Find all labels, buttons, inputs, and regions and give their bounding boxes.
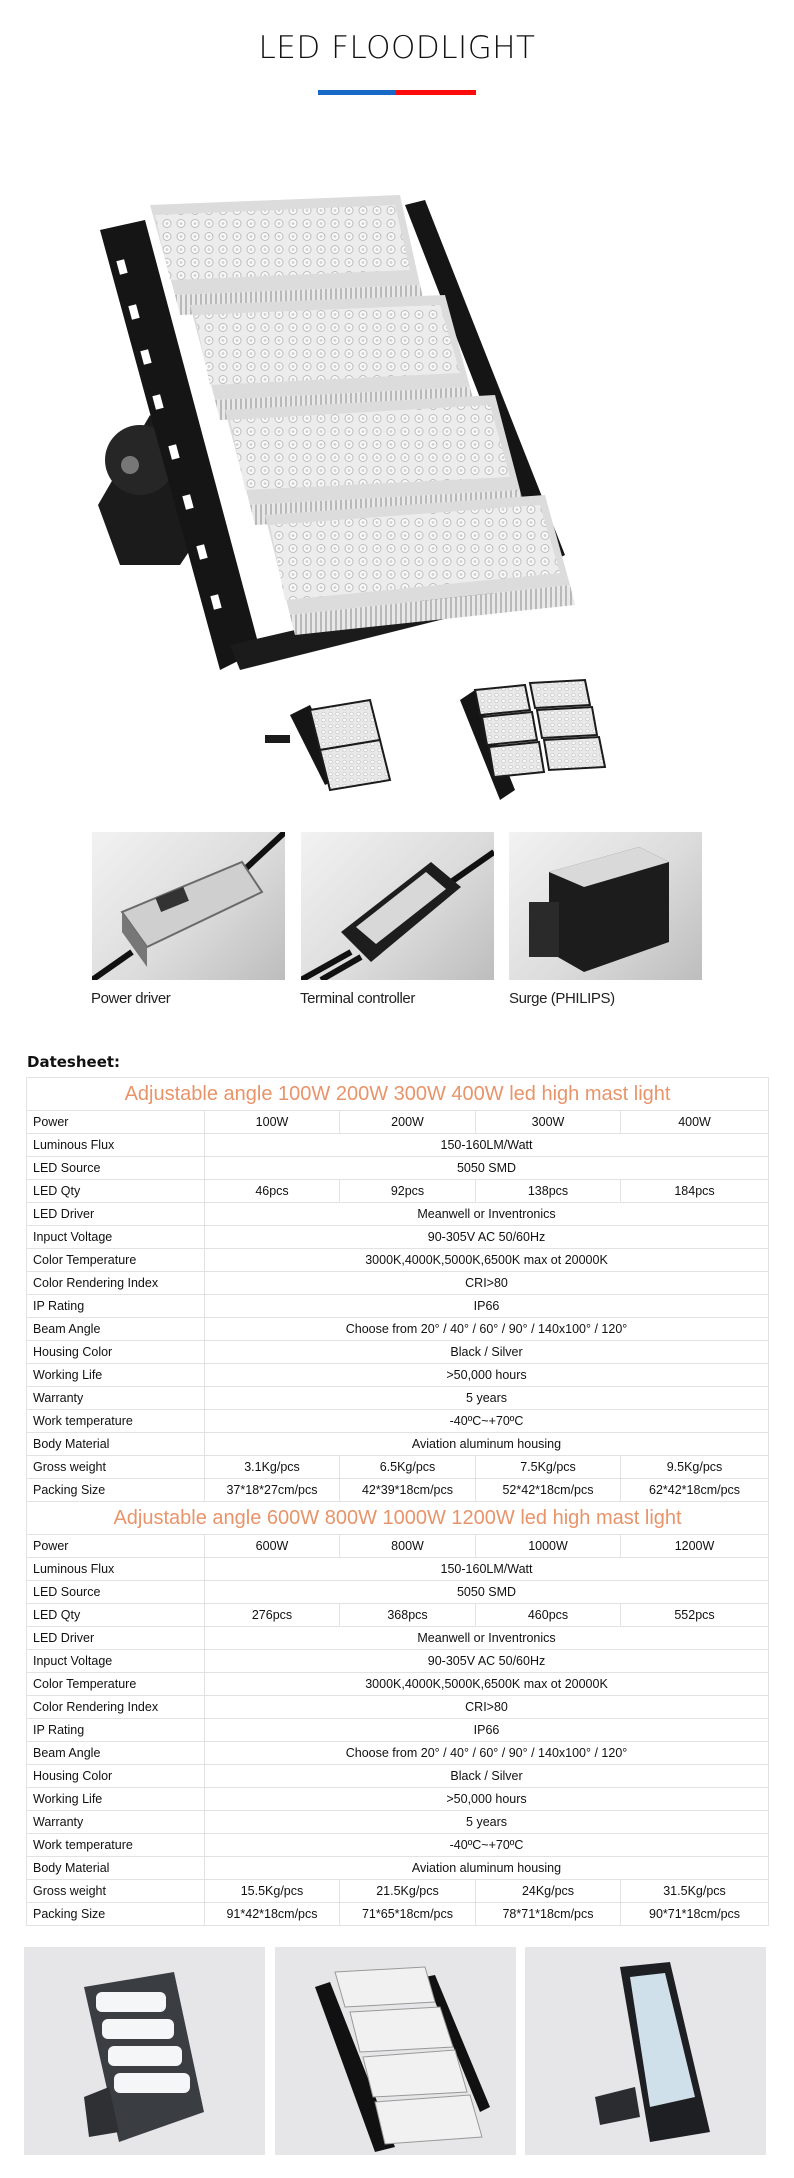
spec-value: -40ºC~+70ºC	[205, 1834, 769, 1857]
table-row	[27, 1180, 769, 1203]
spec-label: Work temperature	[27, 1410, 205, 1433]
floodlight-modular-icon	[275, 1947, 516, 2155]
spec-value: Meanwell or Inventronics	[205, 1203, 769, 1226]
spec-value: 46pcs	[205, 1180, 340, 1203]
spec-label: Gross weight	[27, 1456, 205, 1479]
spec-label: Body Material	[27, 1433, 205, 1456]
spec-value: 150-160LM/Watt	[205, 1134, 769, 1157]
spec-value: 138pcs	[476, 1180, 621, 1203]
spec-label: Inpuct Voltage	[27, 1226, 205, 1249]
table-row	[27, 1479, 769, 1502]
spec-value: 3.1Kg/pcs	[205, 1456, 340, 1479]
spec-table	[26, 1077, 769, 1926]
spec-value: 78*71*18cm/pcs	[476, 1903, 621, 1926]
table-row	[27, 1811, 769, 1834]
table-row	[27, 1788, 769, 1811]
spec-value: 37*18*27cm/pcs	[205, 1479, 340, 1502]
spec-value: 276pcs	[205, 1604, 340, 1627]
power-driver-icon	[92, 832, 285, 980]
spec-value: 184pcs	[621, 1180, 769, 1203]
spec-label: Luminous Flux	[27, 1558, 205, 1581]
table-row	[27, 1111, 769, 1134]
surge-protector-icon	[509, 832, 702, 980]
spec-value: IP66	[205, 1719, 769, 1742]
table-row	[27, 1157, 769, 1180]
table-row	[27, 1673, 769, 1696]
spec-label: LED Qty	[27, 1180, 205, 1203]
hero-product-image	[90, 165, 700, 805]
spec-label: Inpuct Voltage	[27, 1650, 205, 1673]
spec-label: Color Rendering Index	[27, 1272, 205, 1295]
spec-value: 24Kg/pcs	[476, 1880, 621, 1903]
spec-label: Color Temperature	[27, 1249, 205, 1272]
floodlight-slim-icon	[525, 1947, 766, 2155]
spec-value: 5050 SMD	[205, 1581, 769, 1604]
spec-label: Housing Color	[27, 1341, 205, 1364]
table-row	[27, 1226, 769, 1249]
spec-label: Warranty	[27, 1811, 205, 1834]
surge-protector-image	[509, 832, 702, 980]
table-row	[27, 1742, 769, 1765]
table-title-row	[27, 1078, 769, 1111]
page-title: LED FLOODLIGHT	[258, 30, 536, 66]
spec-value: 90-305V AC 50/60Hz	[205, 1226, 769, 1249]
table-row	[27, 1880, 769, 1903]
power-driver-image	[92, 832, 285, 980]
spec-value: >50,000 hours	[205, 1364, 769, 1387]
spec-value: Aviation aluminum housing	[205, 1857, 769, 1880]
table-row	[27, 1834, 769, 1857]
spec-label: Working Life	[27, 1364, 205, 1387]
spec-value: CRI>80	[205, 1696, 769, 1719]
spec-label: IP Rating	[27, 1295, 205, 1318]
spec-label: IP Rating	[27, 1719, 205, 1742]
spec-value: Choose from 20° / 40° / 60° / 90° / 140x100° / 120°	[205, 1742, 769, 1765]
spec-value: 600W	[205, 1535, 340, 1558]
table-row	[27, 1410, 769, 1433]
table-title-row	[27, 1502, 769, 1535]
table-row	[27, 1696, 769, 1719]
spec-label: LED Source	[27, 1581, 205, 1604]
terminal-controller-icon	[301, 832, 494, 980]
gallery-image-3	[525, 1947, 766, 2155]
table-row	[27, 1650, 769, 1673]
component-label-surge: Surge (PHILIPS)	[509, 990, 615, 1007]
spec-value: 1000W	[476, 1535, 621, 1558]
table-row	[27, 1295, 769, 1318]
spec-value: 552pcs	[621, 1604, 769, 1627]
spec-label: LED Qty	[27, 1604, 205, 1627]
spec-value: 5 years	[205, 1811, 769, 1834]
spec-label: Power	[27, 1111, 205, 1134]
spec-value: 1200W	[621, 1535, 769, 1558]
divider-red	[396, 90, 476, 95]
spec-value: 460pcs	[476, 1604, 621, 1627]
floodlight-illustration-icon	[90, 165, 700, 805]
spec-label: Body Material	[27, 1857, 205, 1880]
gallery-image-1	[24, 1947, 265, 2155]
spec-value: CRI>80	[205, 1272, 769, 1295]
spec-value: 62*42*18cm/pcs	[621, 1479, 769, 1502]
table-row	[27, 1272, 769, 1295]
spec-label: LED Driver	[27, 1627, 205, 1650]
spec-value: 368pcs	[340, 1604, 476, 1627]
table-row	[27, 1433, 769, 1456]
spec-value: 7.5Kg/pcs	[476, 1456, 621, 1479]
spec-value: 9.5Kg/pcs	[621, 1456, 769, 1479]
spec-value: 150-160LM/Watt	[205, 1558, 769, 1581]
spec-value: 800W	[340, 1535, 476, 1558]
spec-label: Warranty	[27, 1387, 205, 1410]
spec-value: 21.5Kg/pcs	[340, 1880, 476, 1903]
table-row	[27, 1364, 769, 1387]
spec-value: 31.5Kg/pcs	[621, 1880, 769, 1903]
spec-label: LED Driver	[27, 1203, 205, 1226]
spec-value: 52*42*18cm/pcs	[476, 1479, 621, 1502]
spec-label: Color Temperature	[27, 1673, 205, 1696]
spec-value: IP66	[205, 1295, 769, 1318]
table-row	[27, 1249, 769, 1272]
divider-blue	[318, 90, 396, 95]
spec-value: Black / Silver	[205, 1341, 769, 1364]
table-row	[27, 1581, 769, 1604]
spec-label: Packing Size	[27, 1479, 205, 1502]
table-row	[27, 1203, 769, 1226]
table-row	[27, 1318, 769, 1341]
table-row	[27, 1558, 769, 1581]
datasheet-heading: Datesheet:	[27, 1053, 121, 1071]
spec-value: 92pcs	[340, 1180, 476, 1203]
table-row	[27, 1604, 769, 1627]
spec-value: -40ºC~+70ºC	[205, 1410, 769, 1433]
table-row	[27, 1341, 769, 1364]
table-row	[27, 1857, 769, 1880]
spec-value: 400W	[621, 1111, 769, 1134]
spec-value: 6.5Kg/pcs	[340, 1456, 476, 1479]
spec-label: Housing Color	[27, 1765, 205, 1788]
spec-value: Black / Silver	[205, 1765, 769, 1788]
spec-value: 91*42*18cm/pcs	[205, 1903, 340, 1926]
table-title: Adjustable angle 600W 800W 1000W 1200W led high mast light	[27, 1502, 769, 1535]
spec-value: Meanwell or Inventronics	[205, 1627, 769, 1650]
table-row	[27, 1719, 769, 1742]
component-label-terminal-controller: Terminal controller	[300, 990, 415, 1007]
spec-label: Luminous Flux	[27, 1134, 205, 1157]
table-row	[27, 1456, 769, 1479]
spec-label: Power	[27, 1535, 205, 1558]
floodlight-dark-icon	[24, 1947, 265, 2155]
spec-value: 100W	[205, 1111, 340, 1134]
spec-value: 3000K,4000K,5000K,6500K max ot 20000K	[205, 1249, 769, 1272]
table-row	[27, 1903, 769, 1926]
spec-label: LED Source	[27, 1157, 205, 1180]
title-divider	[318, 90, 476, 95]
spec-label: Color Rendering Index	[27, 1696, 205, 1719]
terminal-controller-image	[301, 832, 494, 980]
spec-label: Gross weight	[27, 1880, 205, 1903]
spec-value: Aviation aluminum housing	[205, 1433, 769, 1456]
spec-label: Work temperature	[27, 1834, 205, 1857]
spec-label: Working Life	[27, 1788, 205, 1811]
spec-value: 200W	[340, 1111, 476, 1134]
spec-label: Packing Size	[27, 1903, 205, 1926]
table-row	[27, 1765, 769, 1788]
spec-value: 5 years	[205, 1387, 769, 1410]
spec-value: 90-305V AC 50/60Hz	[205, 1650, 769, 1673]
spec-label: Beam Angle	[27, 1318, 205, 1341]
table-row	[27, 1387, 769, 1410]
table-title: Adjustable angle 100W 200W 300W 400W led high mast light	[27, 1078, 769, 1111]
spec-value: 5050 SMD	[205, 1157, 769, 1180]
spec-value: 3000K,4000K,5000K,6500K max ot 20000K	[205, 1673, 769, 1696]
table-row	[27, 1627, 769, 1650]
spec-value: 15.5Kg/pcs	[205, 1880, 340, 1903]
spec-value: Choose from 20° / 40° / 60° / 90° / 140x100° / 120°	[205, 1318, 769, 1341]
spec-value: 71*65*18cm/pcs	[340, 1903, 476, 1926]
spec-value: 90*71*18cm/pcs	[621, 1903, 769, 1926]
table-row	[27, 1535, 769, 1558]
component-label-power-driver: Power driver	[91, 990, 171, 1007]
gallery-image-2	[275, 1947, 516, 2155]
spec-value: 300W	[476, 1111, 621, 1134]
spec-value: 42*39*18cm/pcs	[340, 1479, 476, 1502]
spec-label: Beam Angle	[27, 1742, 205, 1765]
spec-value: >50,000 hours	[205, 1788, 769, 1811]
table-row	[27, 1134, 769, 1157]
